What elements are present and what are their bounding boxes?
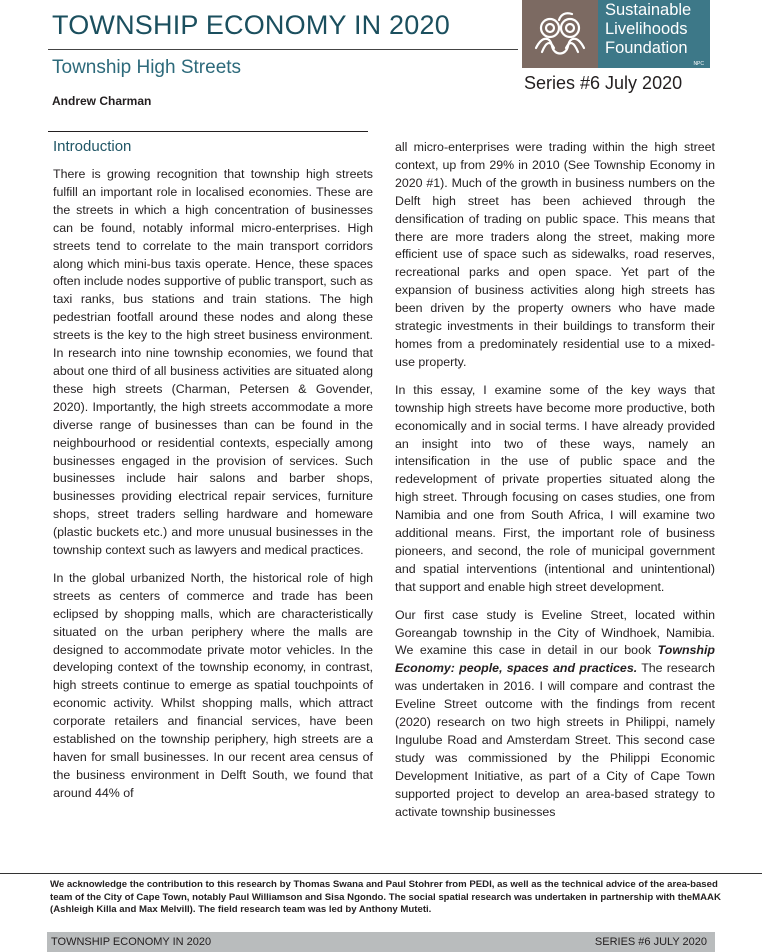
book-title: Township Economy: people, spaces and practices. [395,643,715,676]
body-paragraph: In the global urbanized North, the historical role of high streets as centers of commerce and trade has been eclipsed by shopping malls, which are characteristically situated on the urban periphery where the malls are designed to accommodate private motor vehicles. In the developing context of the township economy, in contrast, high streets continue to emerge as spatial touchpoints of economic activity. Whilst shopping malls, which attract corporate retailers and financial services, have been established on the township periphery, high streets are a haven for small businesses. In our recent area census of the business environment in Delft South, we found that around 44% of [53,570,373,800]
right-column [395,139,715,832]
logo-line-2: Livelihoods [605,20,688,38]
paragraph-text: Our first case study is Eveline Street, located within Goreangab township in the City of Windhoek, Namibia. We examine this case in detail in our book [395,607,715,658]
title-divider [48,49,518,50]
acknowledgement-note: We acknowledge the contribution to this research by Thomas Swana and Paul Stohrer from PEDI, as well as the technical advice of the area-based team of the City of Cape Town, notably Paul Williamson and Sisa Ngondo. The social spatial research was undertaken in partnership with theMAAK (Ashleigh Killa and Max Melvill). The field research team was led by Anthony Muteti. [0,873,762,917]
section-heading-introduction: Introduction [53,138,132,155]
spiral-knot-icon [522,0,598,68]
footer-right-label: SERIES #6 JULY 2020 [594,936,707,948]
footer-left-label: TOWNSHIP ECONOMY IN 2020 [51,936,212,948]
paragraph-text: The research was undertaken in 2016. I will compare and contrast the Eveline Street outcome with the findings from recent (2020) research on two high streets in Philippi, namely Ingulube Road and Amsterdam Street. This second case study was commissioned by the Philippi Economic Development Initiative, as part of a City of Cape Town supported project to develop an area-based strategy to activate township businesses [395,661,715,819]
column-divider [48,131,368,132]
foundation-logo [522,0,710,68]
logo-npc-suffix: NPC [693,61,704,67]
author-name: Andrew Charman [52,94,152,108]
logo-line-1: Sustainable [605,1,692,19]
logo-line-3: Foundation [605,39,688,57]
series-label: Series #6 July 2020 [524,73,683,93]
left-column [53,137,373,813]
page-footer [47,932,715,952]
document-subtitle: Township High Streets [52,57,242,78]
document-title: TOWNSHIP ECONOMY IN 2020 [52,10,450,40]
body-paragraph [395,607,715,822]
body-paragraph: all micro-enterprises were trading within the high street context, up from 29% in 2010 (See Township Economy in 2020 #1). Much of the growth in business numbers on the Delft high street has been achieved through the densification of trading on public space. This means that there are more traders along the street, making more efficient use of space such as sidewalks, road reserves, recreational parks and open space. Yet part of the expansion of business activities along high streets has been driven by the property owners who have made strategic investments in their buildings to transform their homes from a predominately residential use to a mixed-use property. [395,140,715,369]
logo-wordmark [598,0,710,68]
body-paragraph: In this essay, I examine some of the key ways that township high streets have become more productive, both economically and in social terms. I have already provided an insight into two of these ways, namely an intensification in the use of public space and the redevelopment of private properties situated along the high street. Through focusing on cases studies, one from Namibia and one from South Africa, I will examine two additional means. First, the important role of business pioneers, and second, the role of municipal government and spatial interventions (intentional and unintentional) that support and enable high street development. [395,382,715,594]
body-paragraph: There is growing recognition that township high streets fulfill an important role in localised economies. These are the streets in which a high concentration of businesses can be found, notably informal micro-enterprises. High streets tend to correlate to the main transport corridors along which mini-bus taxis operate. Hence, these spaces often include nodes supportive of public transport, such as taxi ranks, bus stations and train stations. The high pedestrian footfall around these nodes and along these streets is the key to the high street business environment. In research into nine township economies, we found that about one third of all business activities are situated along these high streets (Charman, Petersen & Govender, 2020). Importantly, the high streets accommodate a more diverse range of businesses than can be found in the neighbourhood or residential contexts, especially among businesses engaged in the provision of services. Such businesses include hair salons and barber shops, businesses providing electrical repair services, furniture shops, street traders selling hardware and homeware (plastic buckets etc.) and more unusual businesses in the township context such as lawyers and medical practices. [53,167,373,558]
